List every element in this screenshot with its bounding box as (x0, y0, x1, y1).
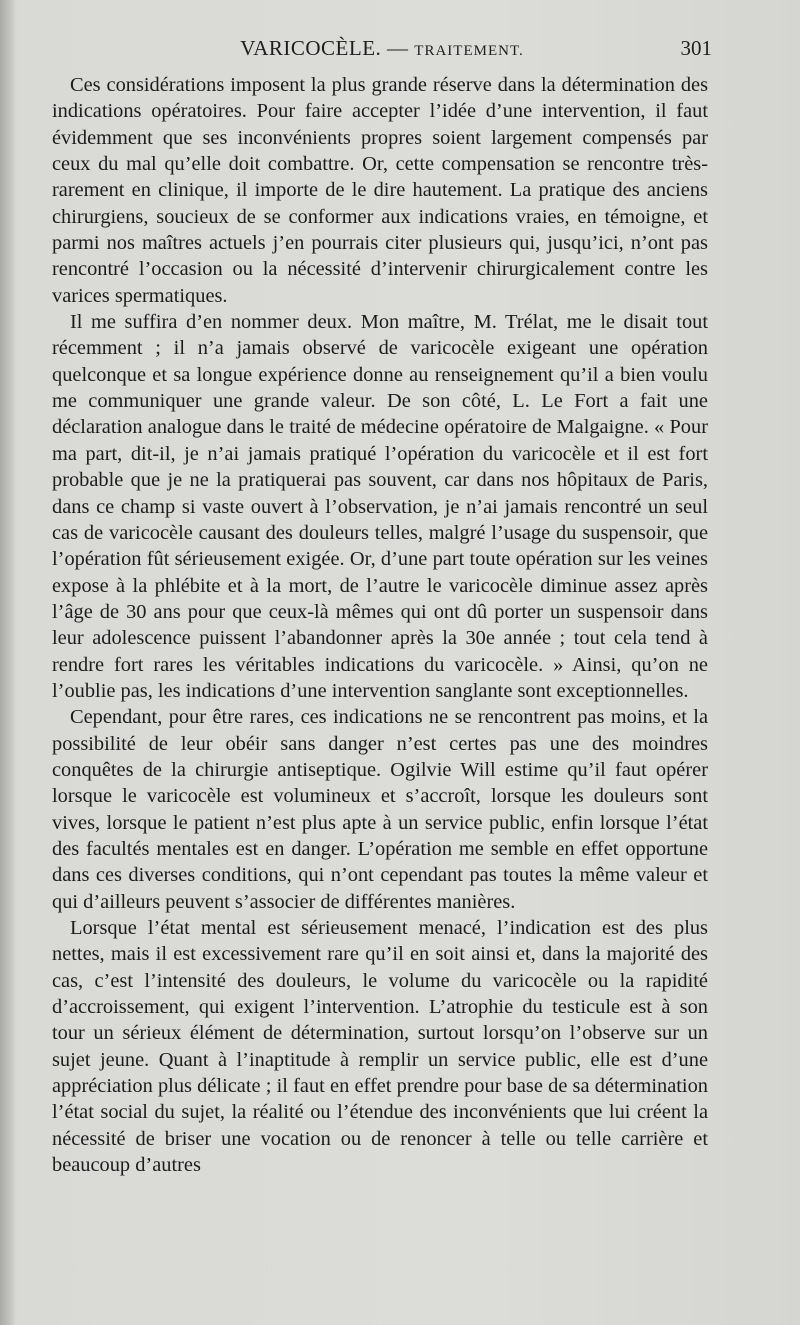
page-number: 301 (680, 36, 712, 60)
running-head-section: TRAITEMENT. (414, 43, 524, 59)
paragraph: Il me suffira d’en nommer deux. Mon maître, M. Trélat, me le disait tout récemment ; il n’a jamais observé de varicocèle exigeant une opération quelconque et sa longue expérience donne au renseignement qu’il a bien voulu me communiquer une grande valeur. De son côté, L. Le Fort a fait une déclaration analogue dans le traité de médecine opératoire de Malgaigne. « Pour ma part, dit-il, je n’ai jamais pratiqué l’opération du varicocèle et il est fort probable que je ne la pratiquerai pas souvent, car dans nos hôpitaux de Paris, dans ce champ si vaste ouvert à l’observation, je n’ai jamais rencontré un seul cas de varicocèle causant des douleurs telles, malgré l’usage du suspensoir, que l’opération fût sérieusement exigée. Or, d’une part toute opération sur les veines expose à la phlébite et à la mort, de l’autre le varicocèle diminue assez après l’âge de 30 ans pour que ceux-là mêmes qui ont dû porter un suspensoir dans leur adolescence puissent l’abandonner après la 30e année ; tout cela tend à rendre fort rares les véritables indications du varicocèle. » Ainsi, qu’on ne l’oublie pas, les indications d’une intervention sanglante sont exceptionnelles. (52, 311, 708, 702)
page-gutter-shadow (0, 0, 14, 1325)
paragraph: Ces considérations imposent la plus grande réserve dans la détermination des indications opératoires. Pour faire accepter l’idée d’une intervention, il faut évidemment que ses inconvénients propres soient largement compensés par ceux du mal qu’elle doit combattre. Or, cette compensation se rencontre très-rarement en clinique, il importe de le dire hautement. La pratique des anciens chirurgiens, soucieux de se conformer aux indications vraies, en témoigne, et parmi nos maîtres actuels j’en pourrais citer plusieurs qui, jusqu’ici, n’ont pas rencontré l’occasion ou la nécessité d’intervenir chirurgicalement contre les varices spermatiques. (52, 74, 708, 307)
paragraph: Lorsque l’état mental est sérieusement menacé, l’indication est des plus nettes, mais il est excessivement rare qu’il en soit ainsi et, dans la majorité des cas, c’est l’intensité des douleurs, le volume du varicocèle ou la rapidité d’accroissement, qui exigent l’intervention. L’atrophie du testicule est à son tour un sérieux élément de détermination, surtout lorsqu’on l’observe sur un sujet jeune. Quant à l’inaptitude à remplir un service public, elle est d’une appréciation plus délicate ; il faut en effet prendre pour base de sa détermination l’état social du sujet, la réalité ou l’étendue des inconvénients que lui créent la nécessité de briser une vocation ou de renoncer à telle ou telle carrière et beaucoup d’autres (52, 917, 708, 1177)
page-header (52, 36, 712, 66)
paragraph: Cependant, pour être rares, ces indications ne se rencontrent pas moins, et la possibilité de leur obéir sans danger n’est certes pas une des moindres conquêtes de la chirurgie antiseptique. Ogilvie Will estime qu’il faut opérer lorsque le varicocèle est volumineux et s’accroît, lorsque les douleurs sont vives, lorsque le patient n’est plus apte à un service public, enfin lorsque l’état des facultés mentales est en danger. L’opération me semble en effet opportune dans ces diverses conditions, qui n’ont cependant pas toutes la même valeur et qui d’ailleurs peuvent s’associer de différentes manières. (52, 706, 708, 913)
body-text (52, 72, 708, 1178)
running-head-title: VARICOCÈLE. — (240, 36, 415, 60)
running-head (52, 36, 712, 61)
